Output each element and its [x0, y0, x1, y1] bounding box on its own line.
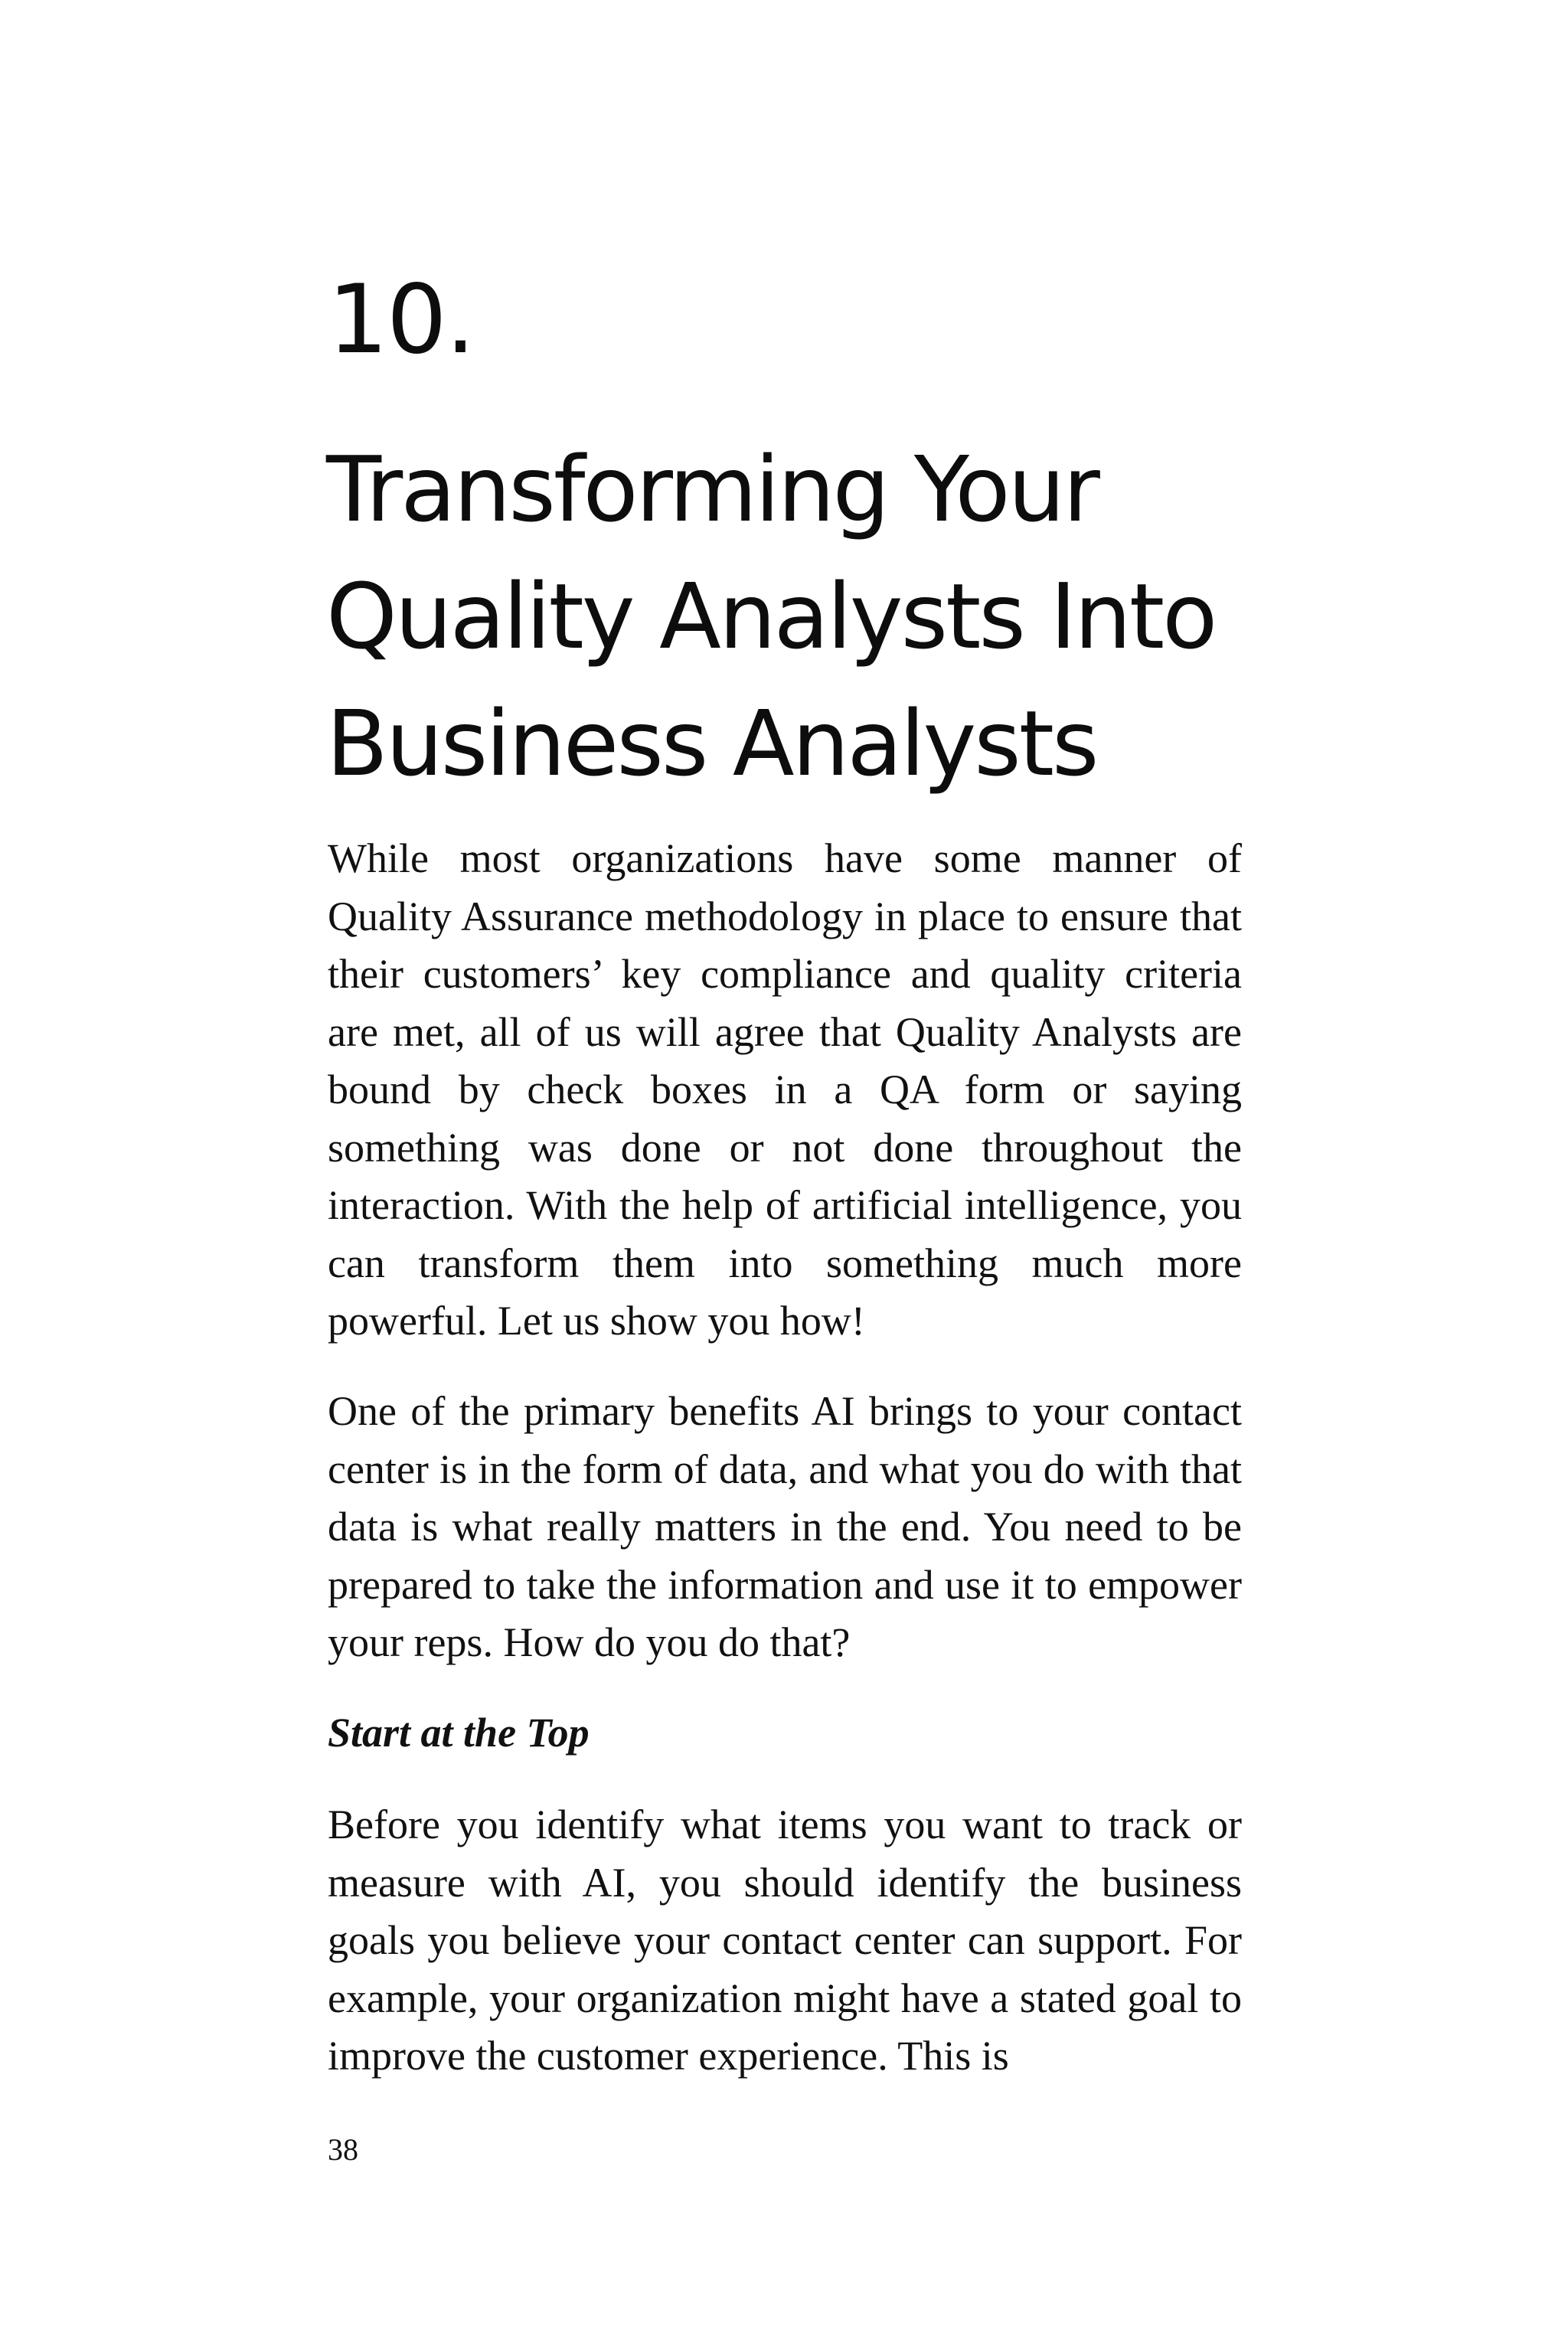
chapter-title-line-2: Quality Analysts Into [326, 564, 1216, 669]
chapter-title [326, 426, 1321, 807]
page-number: 38 [328, 2132, 358, 2167]
body-paragraph-data-benefits: One of the primary benefits AI brings to your contact center is in the form of data, and what you do with that data is what really matters in the end. You need to be prepared to take the information and use it to empower your reps. How do you do that? [328, 1388, 1242, 1665]
body-paragraph-business-goals: Before you identify what items you want to track or measure with AI, you should identify the business goals you believe your contact center can support. For example, your organization might have a stated goal to improve the customer experience. This is [328, 1802, 1242, 2079]
body-paragraph-intro: While most organizations have some manner of Quality Assurance methodology in place to ensure that their customers’ key compliance and quality criteria are met, all of us will agree that Quality Analysts are bound by check boxes in a QA form or saying something was done or not done throughout the interaction. With the help of artificial intelligence, you can transform them into something much more powerful. Let us show you how! [328, 835, 1242, 1344]
chapter-number: 10. [328, 265, 475, 375]
chapter-title-line-3: Business Analysts [326, 691, 1097, 796]
chapter-title-line-1: Transforming Your [326, 436, 1098, 542]
section-heading: Start at the Top [328, 1710, 590, 1756]
